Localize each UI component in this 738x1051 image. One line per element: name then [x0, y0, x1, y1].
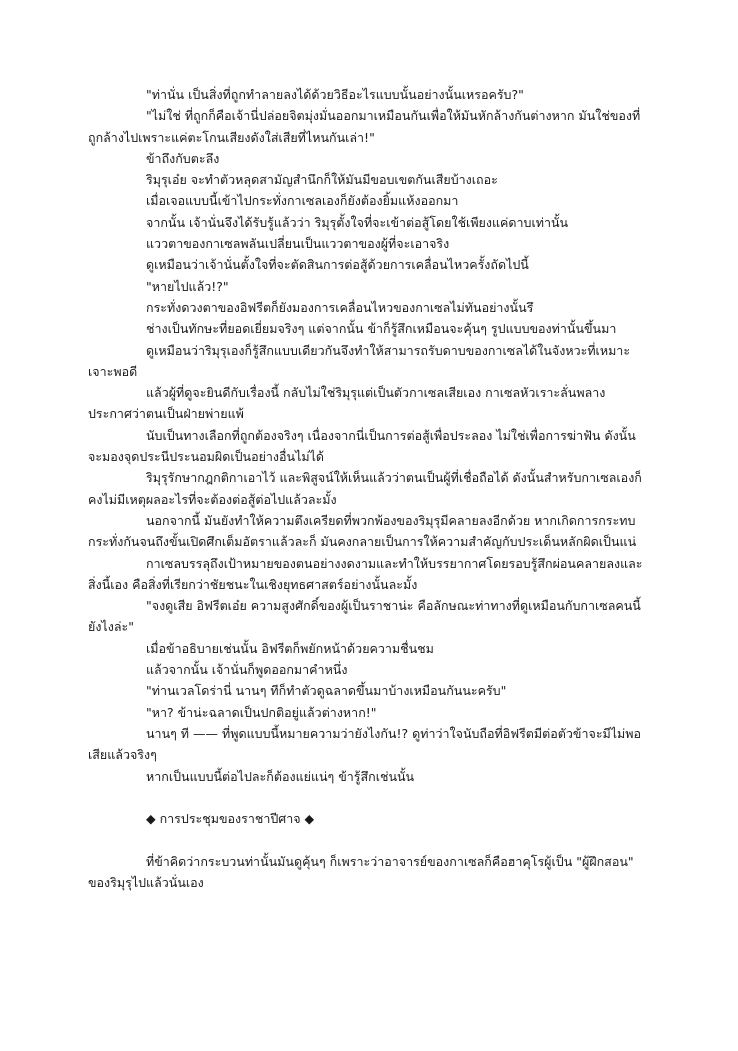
- paragraph: ริมุรุเอ๋ย จะทำตัวหลุดสามัญสำนึกก็ให้มันมีขอบเขตกันเสียบ้างเถอะ: [146, 172, 498, 188]
- paragraph: ดูเหมือนว่าริมุรุเองก็รู้สึกแบบเดียวกันจึงทำให้สามารถรับดาบของกาเซลได้ในจังหวะที่เหมาะเจาะพอดี: [88, 342, 631, 379]
- paragraph: เมื่อเจอแบบนี้เข้าไปกระทั่งกาเซลเองก็ยังต้องยิ้มแห้งออกมา: [146, 193, 459, 209]
- paragraph: ริมุรุรักษากฎกติกาเอาไว้ และพิสูจน์ให้เห็นแล้วว่าตนเป็นผู้ที่เชื่อถือได้ ดังนั้นสำหรับกาเซลเองก็คงไม่มีเหตุผลอะไรที่จะต้องต่อสู้ต่อไปแล้วละมั้ง: [88, 470, 642, 507]
- paragraph: "ท่านเวลโดร่านี่ นานๆ ทีก็ทำตัวดูฉลาดขึ้นมาบ้างเหมือนกันนะครับ": [146, 683, 507, 699]
- blank-line: [88, 829, 648, 850]
- paragraph: แล้วผู้ที่ดูจะยินดีกับเรื่องนี้ กลับไม่ใช่ริมุรุแต่เป็นตัวกาเซลเสียเอง กาเซลหัวเราะลั่นพลางประกาศว่าตนเป็นฝ่ายพ่ายแพ้: [88, 385, 606, 422]
- paragraph: ที่ข้าคิดว่ากระบวนท่านั้นมันดูคุ้นๆ ก็เพราะว่าอาจารย์ของกาเซลก็คือฮาคุโรผู้เป็น "ผู้ฝึกสอน" ของริมุรุไปแล้วนั่นเอง: [88, 853, 634, 890]
- paragraph: "ท่านั่น เป็นสิ่งที่ถูกทำลายลงได้ด้วยวิธีอะไรแบบนั้นอย่างนั้นเหรอครับ?": [146, 87, 524, 102]
- section-heading: ◆ การประชุมของราชาปีศาจ ◆: [146, 811, 315, 827]
- paragraph: ช่างเป็นทักษะที่ยอดเยี่ยมจริงๆ แต่จากนั้น ข้าก็รู้สึกเหมือนจะคุ้นๆ รูปแบบของท่านั้นขึ้นมา: [146, 321, 617, 337]
- paragraph: จากนั้น เจ้านั่นจึงได้รับรู้แล้วว่า ริมุรุตั้งใจที่จะเข้าต่อสู้โดยใช้เพียงแค่ดาบเท่านั้น: [146, 214, 569, 230]
- paragraph: เมื่อข้าอธิบายเช่นนั้น อิฟรีตก็พยักหน้าด้วยความชื่นชม: [146, 640, 434, 656]
- paragraph: นอกจากนี้ มันยังทำให้ความตึงเครียดที่พวกพ้องของริมุรุมีคลายลงอีกด้วย หากเกิดการกระทบกระทั่งกันจนถึงขั้นเปิดศึกเต็มอัตราแล้วละก็ มันคงกลายเป็นการให้ความสำคัญกับประเด็นหลักผิดเป็นแน่: [88, 512, 637, 550]
- paragraph: แววตาของกาเซลพลันเปลี่ยนเป็นแววตาของผู้ที่จะเอาจริง: [146, 236, 450, 252]
- paragraph: "ไม่ใช่ ที่ถูกก็คือเจ้านี่ปล่อยจิตมุ่งมั่นออกมาเหมือนกันเพื่อให้มันหักล้างกันต่างหาก มันใช่ของที่ถูกล้างไปเพราะแค่ตะโกนเสียงดังใส่เสียที่ไหนกันเล่า!": [88, 108, 641, 145]
- paragraph: ดูเหมือนว่าเจ้านั่นตั้งใจที่จะตัดสินการต่อสู้ด้วยการเคลื่อนไหวครั้งถัดไปนี้: [146, 257, 529, 273]
- paragraph: "จงดูเสีย อิฟรีตเอ๋ย ความสูงศักดิ์ของผู้เป็นราชาน่ะ คือลักษณะท่าทางที่ดูเหมือนกับกาเซลคนนี้ยังไงล่ะ": [88, 598, 641, 635]
- paragraph: "หา? ข้าน่ะฉลาดเป็นปกติอยู่แล้วต่างหาก!": [146, 704, 377, 720]
- paragraph: กระทั่งดวงตาของอิฟรีตก็ยังมองการเคลื่อนไหวของกาเซลไม่ทันอย่างนั้นรึ: [146, 299, 534, 315]
- paragraph: ข้าถึงกับตะลึง: [146, 150, 220, 166]
- blank-line: [88, 787, 648, 808]
- paragraph: "หายไปแล้ว!?": [146, 278, 229, 294]
- paragraph: นับเป็นทางเลือกที่ถูกต้องจริงๆ เนื่องจากนี่เป็นการต่อสู้เพื่อประลอง ไม่ใช่เพื่อการฆ่าฟัน ดังนั้นจะมองจุดประนีประนอมผิดเป็นอย่างอื่นไม่ได้: [88, 427, 636, 465]
- page-body: [88, 84, 648, 893]
- paragraph: หากเป็นแบบนี้ต่อไปละก็ต้องแย่แน่ๆ ข้ารู้สึกเช่นนั้น: [146, 768, 415, 784]
- paragraph: แล้วจากนั้น เจ้านั่นก็พูดออกมาคำหนึ่ง: [146, 662, 348, 678]
- paragraph: กาเซลบรรลุถึงเป้าหมายของตนอย่างงดงามและทำให้บรรยากาศโดยรอบรู้สึกผ่อนคลายลงและสิ่งนี้เอง คือสิ่งที่เรียกว่าชัยชนะในเชิงยุทธศาสตร์อย่างนั้นละมั้ง: [88, 555, 643, 592]
- paragraph: นานๆ ที —— ที่พูดแบบนี้หมายความว่ายังไงกัน!? ดูท่าว่าใจนับถือที่อิฟรีตมีต่อตัวข้าจะมีไม่พอเสียแล้วจริงๆ: [88, 725, 642, 763]
